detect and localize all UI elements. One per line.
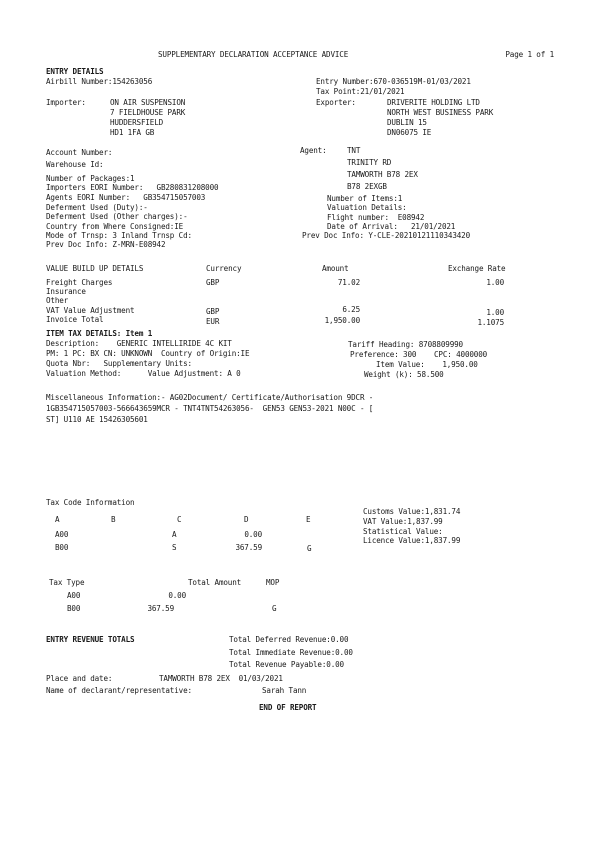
tax-type-cell: B00 [67,604,81,613]
declarant-name: Sarah Tann [262,686,307,695]
agent-line: TNT [347,146,361,155]
value-row-amount: 6.25 [342,305,360,314]
tax-code-cell: 0.00 [244,530,262,539]
exporter-line: DRIVERITE HOLDING LTD [387,98,480,107]
valuation-details: Valuation Details: [327,203,407,212]
customs-value: Customs Value:1,831.74 [363,507,461,516]
item-valuation-method: Valuation Method: Value Adjustment: A 0 [46,369,241,378]
tax-type-cell: 367.59 [147,604,174,613]
tariff-heading: Tariff Heading: 8708809990 [348,340,463,349]
date-of-arrival: Date of Arrival: 21/01/2021 [327,222,456,231]
warehouse-id: Warehouse Id: [46,160,104,169]
airbill-number: Airbill Number:154263056 [46,77,153,86]
value-row-amount: 1,950.00 [324,316,360,325]
exporter-label: Exporter: [316,98,356,107]
value-table-header: Amount [322,264,349,273]
country-consigned: Country from Where Consigned:IE [46,222,184,231]
item-quota: Quota Nbr: Supplementary Units: [46,359,192,368]
revenue-payable: Total Revenue Payable:0.00 [229,660,344,669]
exporter-line: DUBLIN 15 [387,118,427,127]
value-row-rate: 1.00 [486,308,504,317]
value-row-amount: 71.02 [337,278,360,287]
importer-line: 7 FIELDHOUSE PARK [110,108,186,117]
deferment-other: Deferment Used (Other charges):- [46,212,188,221]
number-of-items: Number of Items:1 [327,194,403,203]
importer-line: HUDDERSFIELD [110,118,164,127]
importer-line: HD1 1FA GB [110,128,155,137]
exporter-line: DN06075 IE [387,128,432,137]
tax-code-header: D [244,515,249,524]
mode-of-transport: Mode of Trnsp: 3 Inland Trnsp Cd: [46,231,192,240]
end-of-report: END OF REPORT [259,703,317,712]
tax-code-header: B [111,515,116,524]
place-date-label: Place and date: [46,674,113,683]
agent-line: TAMWORTH B78 2EX [347,170,418,179]
place-date-value: TAMWORTH B78 2EX 01/03/2021 [159,674,283,683]
tax-code-title: Tax Code Information [46,498,135,507]
agent-label: Agent: [300,146,327,155]
tax-code-header: A [55,515,60,524]
tax-type-header: Total Amount [188,578,242,587]
tax-type-cell: G [272,604,277,613]
item-description: Description: GENERIC INTELLIRIDE 4C KIT [46,339,232,348]
tax-type-header: MOP [266,578,280,587]
agent-line: TRINITY RD [347,158,392,167]
value-row-rate: 1.00 [486,278,504,287]
statistical-value: Statistical Value: [363,527,443,536]
tax-code-cell: B00 [55,543,69,552]
misc-info-line: 1GB354715057003-566643659MCR - TNT4TNT54263056- GEN53 GEN53-2021 N00C - [ [46,404,374,413]
item-tax-title: ITEM TAX DETAILS: Item 1 [46,329,153,338]
value-row-label: Invoice Total [46,315,104,324]
importer-label: Importer: [46,98,86,107]
declarant-label: Name of declarant/representative: [46,686,192,695]
item-package-info: PM: 1 PC: BX CN: UNKNOWN Country of Origin:IE [46,349,250,358]
value-row-label: Insurance [46,287,86,296]
tax-code-cell: A00 [55,530,69,539]
importers-eori: Importers EORI Number: GB280831208000 [46,183,219,192]
revenue-title: ENTRY REVENUE TOTALS [46,635,135,644]
document-title: SUPPLEMENTARY DECLARATION ACCEPTANCE ADVICE [158,50,349,59]
entry-number: Entry Number:670-036519M-01/03/2021 [316,77,471,86]
account-number: Account Number: [46,148,113,157]
item-weight: Weight (k): 58.500 [364,370,444,379]
prev-doc-info-left: Prev Doc Info: Z-MRN-E08942 [46,240,166,249]
value-row-label: Freight Charges [46,278,113,287]
importer-line: ON AIR SUSPENSION [110,98,186,107]
misc-info-line: Miscellaneous Information:- AG02Document/ Certificate/Authorisation 9DCR - [46,393,374,402]
value-table-header: Exchange Rate [448,264,506,273]
value-table-header: VALUE BUILD UP DETAILS [46,264,144,273]
flight-number: Flight number: E08942 [327,213,425,222]
item-value: Item Value: 1,950.00 [376,360,478,369]
deferred-revenue: Total Deferred Revenue:0.00 [229,635,349,644]
misc-info-line: ST] U110 AE 15426305601 [46,415,148,424]
value-row-currency: EUR [206,317,220,326]
value-row-label: Other [46,296,69,305]
tax-point: Tax Point:21/01/2021 [316,87,405,96]
immediate-revenue: Total Immediate Revenue:0.00 [229,648,353,657]
exporter-line: NORTH WEST BUSINESS PARK [387,108,494,117]
entry-details-heading: ENTRY DETAILS [46,67,104,76]
tax-type-cell: A00 [67,591,81,600]
value-table-header: Currency [206,264,242,273]
number-of-packages: Number of Packages:1 [46,174,135,183]
value-row-label: VAT Value Adjustment [46,306,135,315]
tax-code-cell: 367.59 [235,543,262,552]
value-row-rate: 1.1075 [477,318,504,327]
tax-code-cell: A [172,530,177,539]
tax-code-header: E [306,515,311,524]
prev-doc-info-right: Prev Doc Info: Y-CLE-20210121110343420 [302,231,471,240]
page-indicator: Page 1 of 1 [505,50,554,59]
agents-eori: Agents EORI Number: GB354715057003 [46,193,206,202]
deferment-duty: Deferment Used (Duty):- [46,203,148,212]
tax-code-header: C [177,515,182,524]
preference-cpc: Preference: 300 CPC: 4000000 [350,350,488,359]
value-row-currency: GBP [206,307,220,316]
tax-code-cell: G [307,544,312,553]
tax-type-cell: 0.00 [168,591,186,600]
vat-value: VAT Value:1,837.99 [363,517,443,526]
licence-value: Licence Value:1,837.99 [363,536,461,545]
tax-type-header: Tax Type [49,578,85,587]
agent-line: B78 2EXGB [347,182,387,191]
value-row-currency: GBP [206,278,220,287]
tax-code-cell: S [172,543,177,552]
